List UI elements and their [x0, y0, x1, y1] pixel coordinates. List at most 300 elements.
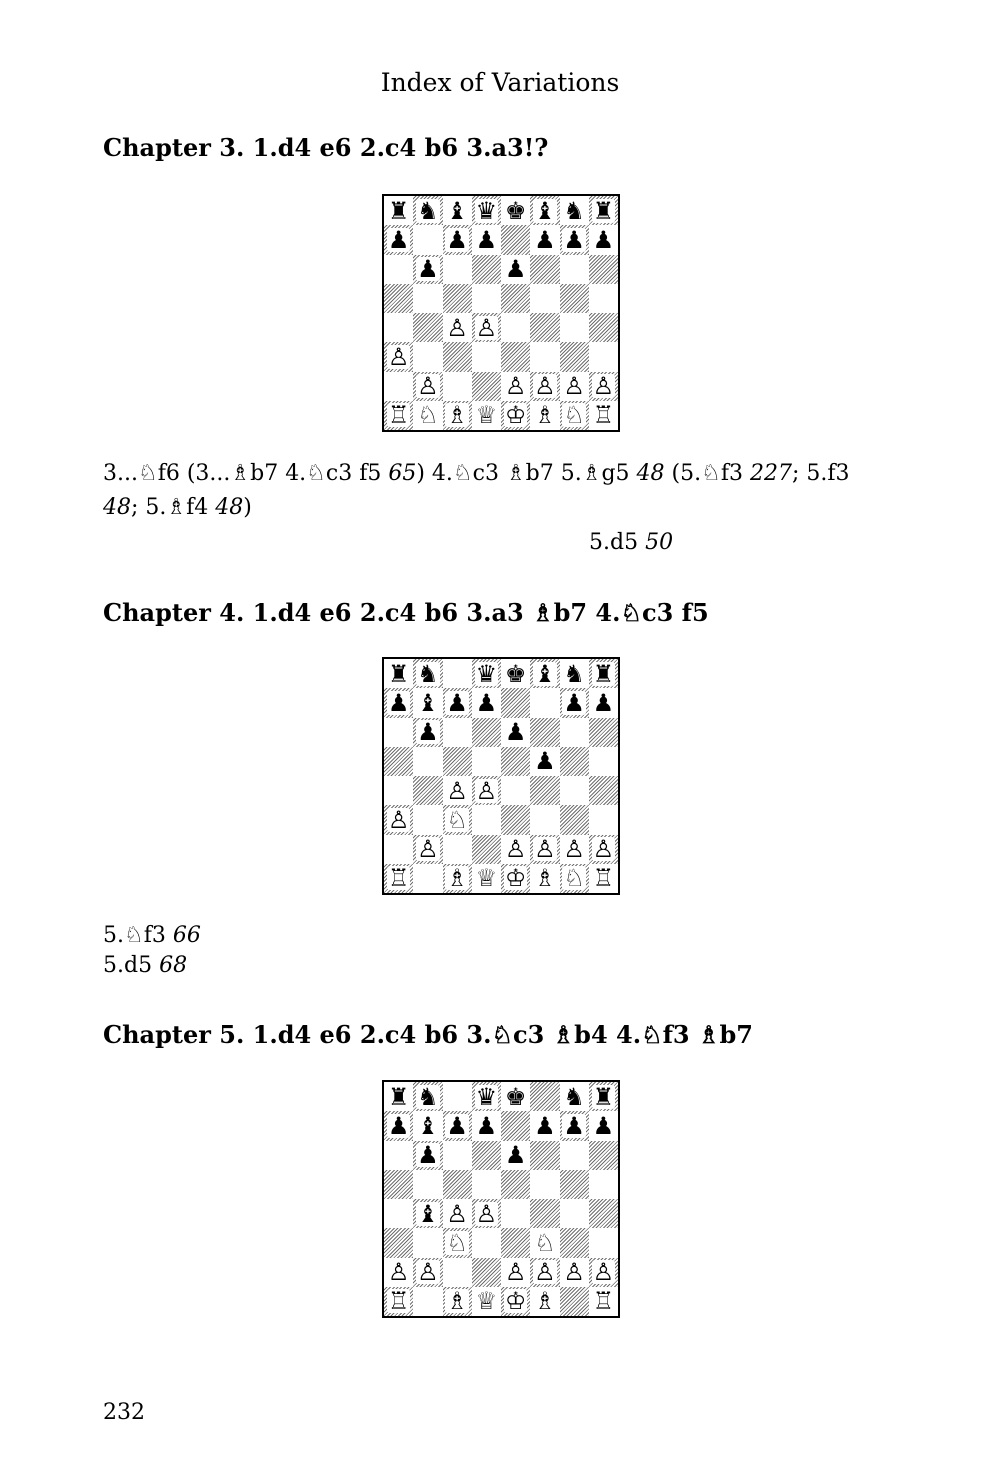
board-square: [501, 659, 530, 688]
board-square: [472, 1170, 501, 1199]
chess-piece: ♟: [563, 1111, 585, 1140]
chess-piece: ♟: [446, 1111, 468, 1140]
board-square: [472, 225, 501, 254]
chess-piece: ♟: [504, 255, 527, 284]
board-square: [560, 1258, 589, 1287]
board-square: [560, 342, 589, 371]
chess-piece: ♘: [446, 805, 468, 834]
board-square: [530, 864, 559, 893]
chess-piece: ♛: [475, 196, 498, 225]
board-square: [384, 401, 413, 430]
board-square: [384, 255, 413, 284]
board-square: [589, 1258, 618, 1287]
board-square: [501, 718, 530, 747]
board-square: [501, 196, 530, 225]
board-square: [413, 688, 442, 717]
board-square: [560, 284, 589, 313]
chess-piece: ♙: [475, 776, 498, 805]
variation-line: [103, 495, 252, 520]
board-square: [501, 805, 530, 834]
board-square: [501, 255, 530, 284]
page-reference: 48: [215, 495, 244, 520]
chess-piece: ♘: [563, 864, 585, 893]
chess-piece: ♝: [534, 196, 556, 225]
board-square: [472, 1082, 501, 1111]
board-square: [589, 1287, 618, 1316]
board-square: [472, 659, 501, 688]
board-square: [413, 284, 442, 313]
chess-piece: ♟: [563, 225, 585, 254]
chess-piece: ♕: [475, 401, 498, 430]
chess-piece: ♟: [592, 1111, 615, 1140]
page-number: 232: [103, 1400, 145, 1425]
board-square: [384, 835, 413, 864]
chess-piece: ♞: [563, 659, 585, 688]
board-square: [384, 1141, 413, 1170]
chess-piece: ♙: [446, 1199, 468, 1228]
page-reference: 66: [172, 923, 201, 948]
board-square: [530, 835, 559, 864]
board-square: [560, 372, 589, 401]
board-square: [530, 747, 559, 776]
move-text: 5.d5: [103, 953, 160, 978]
board-square: [472, 313, 501, 342]
chess-piece: ♘: [534, 1228, 556, 1257]
move-text: (5.♘f3: [664, 461, 750, 486]
board-square: [589, 196, 618, 225]
board-square: [443, 1170, 472, 1199]
board-square: [413, 342, 442, 371]
board-square: [413, 835, 442, 864]
board-square: [560, 718, 589, 747]
board-square: [443, 1141, 472, 1170]
chess-piece: ♔: [504, 401, 527, 430]
board-square: [384, 196, 413, 225]
chess-piece: ♙: [417, 372, 439, 401]
board-square: [530, 225, 559, 254]
board-square: [472, 196, 501, 225]
board-square: [560, 835, 589, 864]
board-square: [560, 864, 589, 893]
move-text: ; 5.♗f4: [131, 495, 216, 520]
board-square: [413, 196, 442, 225]
chess-piece: ♜: [387, 1082, 410, 1111]
board-square: [589, 1082, 618, 1111]
board-square: [472, 342, 501, 371]
board-square: [501, 1111, 530, 1140]
board-square: [472, 864, 501, 893]
board-square: [560, 805, 589, 834]
chess-piece: ♙: [592, 835, 615, 864]
board-square: [589, 718, 618, 747]
board-square: [384, 284, 413, 313]
board-square: [589, 864, 618, 893]
board-square: [501, 747, 530, 776]
board-square: [589, 1228, 618, 1257]
chess-piece: ♛: [475, 659, 498, 688]
chess-piece: ♘: [563, 401, 585, 430]
board-square: [443, 718, 472, 747]
board-square: [413, 776, 442, 805]
chess-piece: ♛: [475, 1082, 498, 1111]
board-square: [384, 1258, 413, 1287]
board-square: [560, 747, 589, 776]
board-square: [472, 1141, 501, 1170]
chess-piece: ♙: [387, 805, 410, 834]
board-square: [560, 1082, 589, 1111]
move-text: 5.♘f3: [103, 923, 173, 948]
chess-piece: ♞: [417, 1082, 439, 1111]
move-text: ; 5.f3: [791, 461, 850, 486]
board-square: [384, 1170, 413, 1199]
board-square: [472, 255, 501, 284]
board-square: [472, 747, 501, 776]
board-square: [530, 1228, 559, 1257]
variation-line: [589, 530, 673, 555]
chess-piece: ♟: [417, 718, 439, 747]
board-square: [560, 196, 589, 225]
chapter-3-heading: Chapter 3. 1.d4 e6 2.c4 b6 3.a3!?: [103, 133, 549, 162]
board-square: [472, 805, 501, 834]
board-square: [413, 1258, 442, 1287]
chess-piece: ♟: [592, 688, 615, 717]
chess-piece: ♟: [446, 225, 468, 254]
board-square: [413, 718, 442, 747]
board-square: [501, 1199, 530, 1228]
board-square: [384, 718, 413, 747]
board-square: [501, 401, 530, 430]
board-square: [589, 313, 618, 342]
variation-line: [103, 923, 201, 948]
chess-piece: ♙: [446, 776, 468, 805]
chapter-4-heading: Chapter 4. 1.d4 e6 2.c4 b6 3.a3 ♗b7 4.♘c3 f5: [103, 598, 709, 627]
chess-piece: ♟: [387, 225, 410, 254]
board-square: [530, 1082, 559, 1111]
chess-diagram-chapter-5: [382, 1080, 620, 1318]
board-square: [560, 313, 589, 342]
board-square: [413, 1287, 442, 1316]
board-square: [443, 1258, 472, 1287]
chess-piece: ♜: [387, 659, 410, 688]
page-reference: 50: [645, 530, 674, 555]
board-square: [560, 401, 589, 430]
board-square: [384, 659, 413, 688]
page-reference: 48: [636, 461, 665, 486]
board-square: [413, 1199, 442, 1228]
board-square: [560, 1228, 589, 1257]
chess-piece: ♙: [534, 372, 556, 401]
chess-piece: ♖: [592, 864, 615, 893]
chess-piece: ♟: [534, 225, 556, 254]
board-square: [413, 1141, 442, 1170]
board-square: [472, 401, 501, 430]
chess-piece: ♙: [592, 1258, 615, 1287]
chess-piece: ♖: [592, 401, 615, 430]
chess-piece: ♕: [475, 864, 498, 893]
chess-piece: ♜: [592, 659, 615, 688]
board-square: [472, 1228, 501, 1257]
board-square: [530, 1199, 559, 1228]
board-square: [560, 776, 589, 805]
chess-piece: ♗: [446, 401, 468, 430]
board-square: [501, 313, 530, 342]
board-square: [472, 1111, 501, 1140]
chess-piece: ♞: [563, 196, 585, 225]
board-square: [443, 747, 472, 776]
page-reference: 65: [388, 461, 417, 486]
board-square: [384, 688, 413, 717]
board-square: [501, 835, 530, 864]
board-square: [530, 1141, 559, 1170]
page-reference: 227: [749, 461, 792, 486]
chess-piece: ♗: [446, 1287, 468, 1316]
chess-piece: ♟: [592, 225, 615, 254]
board-square: [384, 776, 413, 805]
board-square: [530, 1258, 559, 1287]
board-square: [384, 747, 413, 776]
board-square: [384, 225, 413, 254]
board-square: [413, 1111, 442, 1140]
board-square: [501, 225, 530, 254]
board-square: [501, 284, 530, 313]
chess-piece: ♚: [504, 659, 527, 688]
board-square: [501, 688, 530, 717]
board-square: [384, 1111, 413, 1140]
chess-piece: ♙: [504, 372, 527, 401]
board-square: [384, 805, 413, 834]
chess-piece: ♙: [387, 1258, 410, 1287]
board-square: [443, 225, 472, 254]
move-text: ) 4.♘c3 ♗b7 5.♗g5: [416, 461, 637, 486]
chess-piece: ♖: [387, 1287, 410, 1316]
board-square: [530, 342, 559, 371]
chess-piece: ♞: [417, 659, 439, 688]
board-square: [589, 1141, 618, 1170]
board-square: [443, 284, 472, 313]
board-square: [501, 342, 530, 371]
variation-line: [103, 953, 187, 978]
board-square: [443, 835, 472, 864]
board-square: [413, 255, 442, 284]
chess-piece: ♖: [592, 1287, 615, 1316]
board-square: [530, 255, 559, 284]
board-square: [501, 776, 530, 805]
chess-piece: ♙: [504, 835, 527, 864]
board-square: [560, 1141, 589, 1170]
chess-diagram-chapter-3: [382, 194, 620, 432]
board-square: [501, 1228, 530, 1257]
chess-piece: ♝: [417, 688, 439, 717]
board-square: [384, 1082, 413, 1111]
chess-piece: ♟: [475, 688, 498, 717]
chess-piece: ♜: [592, 1082, 615, 1111]
page-reference: 48: [103, 495, 131, 520]
board-square: [472, 776, 501, 805]
chess-piece: ♖: [387, 401, 410, 430]
chess-piece: ♟: [446, 688, 468, 717]
board-square: [443, 864, 472, 893]
board-square: [589, 776, 618, 805]
board-square: [384, 1199, 413, 1228]
board-square: [501, 1141, 530, 1170]
board-square: [443, 1228, 472, 1257]
board-square: [443, 313, 472, 342]
board-square: [589, 225, 618, 254]
board-square: [413, 1170, 442, 1199]
board-square: [530, 313, 559, 342]
board-square: [560, 1287, 589, 1316]
board-square: [413, 1082, 442, 1111]
chess-piece: ♙: [534, 1258, 556, 1287]
chess-piece: ♟: [387, 688, 410, 717]
chess-piece: ♟: [563, 688, 585, 717]
chess-piece: ♗: [534, 401, 556, 430]
board-square: [501, 1258, 530, 1287]
board-square: [589, 401, 618, 430]
board-square: [530, 718, 559, 747]
board-square: [443, 776, 472, 805]
board-square: [443, 1111, 472, 1140]
board-square: [443, 1287, 472, 1316]
board-square: [530, 688, 559, 717]
chess-piece: ♔: [504, 1287, 527, 1316]
chess-piece: ♟: [417, 1141, 439, 1170]
board-square: [443, 1082, 472, 1111]
move-text: ): [243, 495, 252, 520]
chess-piece: ♝: [446, 196, 468, 225]
chess-piece: ♙: [504, 1258, 527, 1287]
board-square: [384, 1287, 413, 1316]
page-reference: 68: [159, 953, 188, 978]
chapter-5-heading: Chapter 5. 1.d4 e6 2.c4 b6 3.♘c3 ♗b4 4.♘f3 ♗b7: [103, 1020, 753, 1049]
chess-piece: ♚: [504, 1082, 527, 1111]
chess-piece: ♙: [417, 835, 439, 864]
chess-piece: ♔: [504, 864, 527, 893]
board-square: [501, 864, 530, 893]
chess-piece: ♟: [417, 255, 439, 284]
chess-piece: ♕: [475, 1287, 498, 1316]
running-head: Index of Variations: [380, 68, 620, 97]
chess-piece: ♝: [417, 1111, 439, 1140]
board-square: [413, 805, 442, 834]
board-square: [530, 284, 559, 313]
chess-piece: ♝: [534, 659, 556, 688]
board-square: [472, 372, 501, 401]
board-square: [501, 1287, 530, 1316]
board-square: [589, 1111, 618, 1140]
board-square: [384, 864, 413, 893]
chess-piece: ♗: [534, 1287, 556, 1316]
chess-piece: ♙: [563, 1258, 585, 1287]
chess-piece: ♝: [417, 1199, 439, 1228]
board-square: [472, 718, 501, 747]
chess-piece: ♟: [475, 1111, 498, 1140]
board-square: [413, 864, 442, 893]
board-square: [443, 1199, 472, 1228]
board-square: [384, 372, 413, 401]
board-square: [589, 284, 618, 313]
board-square: [472, 1258, 501, 1287]
board-square: [589, 1199, 618, 1228]
board-square: [501, 1170, 530, 1199]
chess-piece: ♟: [534, 747, 556, 776]
move-text: 3...♘f6 (3...♗b7 4.♘c3 f5: [103, 461, 389, 486]
board-square: [530, 776, 559, 805]
board-square: [530, 805, 559, 834]
board-square: [413, 1228, 442, 1257]
board-square: [589, 805, 618, 834]
board-square: [589, 372, 618, 401]
board-square: [589, 1170, 618, 1199]
board-square: [443, 372, 472, 401]
board-square: [560, 1111, 589, 1140]
chess-piece: ♙: [446, 313, 468, 342]
board-square: [443, 196, 472, 225]
board-square: [530, 659, 559, 688]
board-square: [413, 225, 442, 254]
board-square: [472, 284, 501, 313]
board-square: [501, 372, 530, 401]
board-square: [413, 313, 442, 342]
board-square: [413, 747, 442, 776]
board-square: [413, 659, 442, 688]
chess-piece: ♙: [534, 835, 556, 864]
board-square: [384, 313, 413, 342]
board-square: [443, 659, 472, 688]
board-square: [472, 835, 501, 864]
chess-piece: ♙: [592, 372, 615, 401]
board-square: [560, 659, 589, 688]
board-square: [560, 255, 589, 284]
board-square: [530, 372, 559, 401]
board-square: [443, 342, 472, 371]
chess-piece: ♗: [446, 864, 468, 893]
board-square: [443, 805, 472, 834]
chess-piece: ♟: [504, 718, 527, 747]
chess-piece: ♟: [504, 1141, 527, 1170]
chess-piece: ♟: [534, 1111, 556, 1140]
chess-piece: ♘: [446, 1228, 468, 1257]
chess-piece: ♘: [417, 401, 439, 430]
board-square: [530, 1111, 559, 1140]
chess-piece: ♜: [387, 196, 410, 225]
board-square: [589, 747, 618, 776]
board-square: [560, 1170, 589, 1199]
board-square: [384, 1228, 413, 1257]
board-square: [560, 1199, 589, 1228]
board-square: [443, 401, 472, 430]
chess-piece: ♖: [387, 864, 410, 893]
chess-piece: ♙: [387, 342, 410, 371]
chess-piece: ♞: [563, 1082, 585, 1111]
variation-line: [103, 461, 850, 486]
board-square: [443, 255, 472, 284]
board-square: [384, 342, 413, 371]
chess-diagram-chapter-4: [382, 657, 620, 895]
board-square: [472, 1199, 501, 1228]
chess-piece: ♙: [475, 1199, 498, 1228]
chess-piece: ♙: [417, 1258, 439, 1287]
board-square: [472, 1287, 501, 1316]
board-square: [530, 401, 559, 430]
move-text: 5.d5: [589, 530, 646, 555]
board-square: [472, 688, 501, 717]
chess-piece: ♙: [563, 835, 585, 864]
board-square: [530, 1170, 559, 1199]
board-square: [413, 372, 442, 401]
board-square: [530, 196, 559, 225]
board-square: [530, 1287, 559, 1316]
